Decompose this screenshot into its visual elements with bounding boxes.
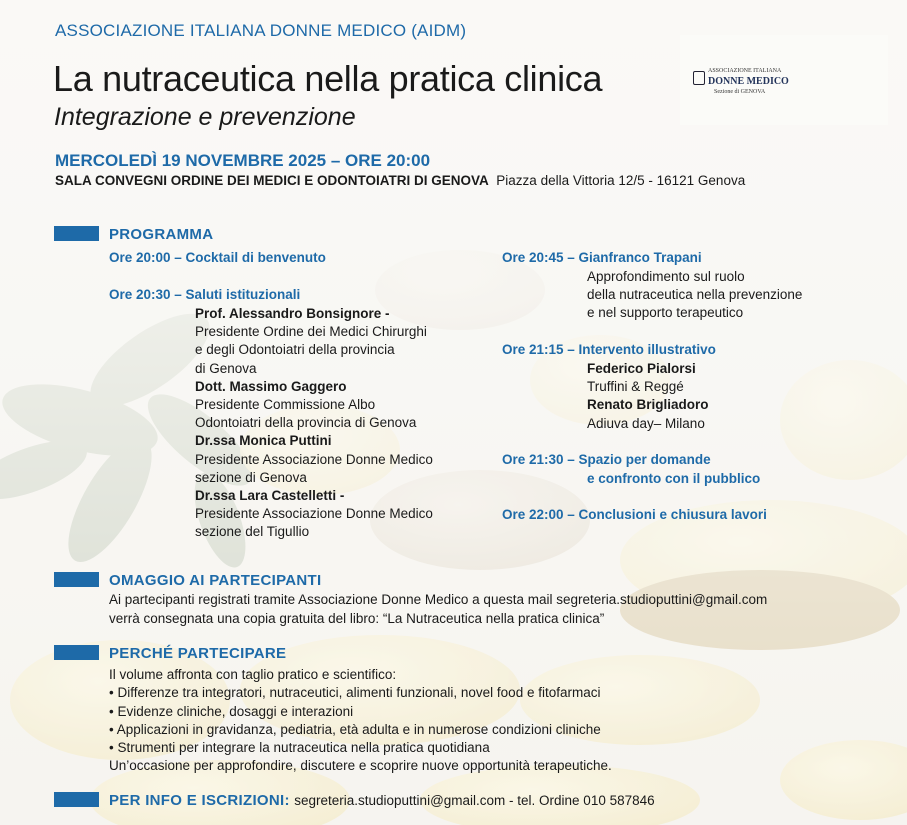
info-line: [109, 792, 655, 810]
venue-name: SALA CONVEGNI ORDINE DEI MEDICI E ODONTOIATRI DI GENOVA: [55, 173, 489, 188]
speaker-role: Presidente Commissione Albo: [195, 397, 376, 413]
bullet-item: • Evidenze cliniche, dosaggi e interazioni: [109, 703, 354, 719]
bullet-item: • Differenze tra integratori, nutraceutici, alimenti funzionali, novel food e fitofarmaci: [109, 685, 601, 701]
section-marker: [54, 226, 99, 241]
speaker-role: di Genova: [195, 360, 257, 376]
program-item-2045: Ore 20:45 – Gianfranco Trapani: [502, 250, 702, 265]
logo-line-3: Sezione di GENOVA: [714, 89, 766, 95]
perche-content: [109, 666, 612, 776]
perche-heading: PERCHÉ PARTECIPARE: [109, 645, 287, 662]
aidm-genova-logo: [680, 35, 888, 125]
organization-name: ASSOCIAZIONE ITALIANA DONNE MEDICO (AIDM): [55, 21, 467, 40]
speaker-name: Dr.ssa Lara Castelletti -: [195, 488, 345, 504]
section-marker: [54, 645, 99, 660]
program-item-2130-cont: e confronto con il pubblico: [587, 471, 761, 486]
description-line: e nel supporto terapeutico: [587, 305, 744, 321]
speaker-name: Dr.ssa Monica Puttini: [195, 433, 332, 449]
speaker-name: Renato Brigliadoro: [587, 397, 709, 413]
event-date-time: MERCOLEDÌ 19 NOVEMBRE 2025 – ORE 20:00: [55, 151, 431, 170]
perche-intro: Il volume affronta con taglio pratico e scientifico:: [109, 667, 397, 682]
speaker-role: Presidente Ordine dei Medici Chirurghi: [195, 324, 427, 340]
speaker-role: e degli Odontoiatri della provincia: [195, 342, 395, 358]
omaggio-line-1: Ai partecipanti registrati tramite Associazione Donne Medico a questa mail segreteria.studioputtini@gmail.com: [109, 592, 768, 607]
section-marker: [54, 572, 99, 587]
venue-address: Piazza della Vittoria 12/5 - 16121 Genova: [496, 173, 746, 188]
programma-heading: PROGRAMMA: [109, 226, 214, 243]
speaker-role: Odontoiatri della provincia di Genova: [195, 415, 417, 431]
speaker-role: Presidente Associazione Donne Medico: [195, 506, 433, 522]
bullet-item: • Strumenti per integrare la nutraceutica nella pratica quotidiana: [109, 740, 490, 756]
speaker-name: Dott. Massimo Gaggero: [195, 378, 347, 394]
speaker-role: sezione di Genova: [195, 469, 307, 485]
omaggio-heading: OMAGGIO AI PARTECIPANTI: [109, 572, 322, 589]
program-item-2045-desc: [587, 268, 802, 323]
logo-line-1: ASSOCIAZIONE ITALIANA: [708, 68, 782, 74]
page-title: La nutraceutica nella pratica clinica: [53, 58, 603, 99]
program-item-2030: Ore 20:30 – Saluti istituzionali: [109, 287, 301, 302]
speaker-role: Truffini & Reggé: [587, 379, 684, 395]
bullet-item: • Applicazioni in gravidanza, pediatria, età adulta e in numerose condizioni cliniche: [109, 721, 601, 737]
info-heading: PER INFO E ISCRIZIONI:: [109, 792, 290, 809]
program-item-2130: Ore 21:30 – Spazio per domande: [502, 452, 711, 467]
event-venue: [55, 173, 745, 188]
section-marker: [54, 792, 99, 807]
program-item-2115: Ore 21:15 – Intervento illustrativo: [502, 342, 716, 357]
perche-closing: Un’occasione per approfondire, discutere e scoprire nuove opportunità terapeutiche.: [109, 758, 612, 774]
speaker-name: Prof. Alessandro Bonsignore -: [195, 306, 390, 321]
description-line: della nutraceutica nella prevenzione: [587, 287, 803, 303]
info-contact: segreteria.studioputtini@gmail.com - tel. Ordine 010 587846: [294, 793, 655, 808]
speaker-name: Federico Pialorsi: [587, 361, 696, 376]
program-item-2000: Ore 20:00 – Cocktail di benvenuto: [109, 250, 326, 265]
speaker-role: sezione del Tigullio: [195, 524, 310, 540]
logo-emblem-icon: [693, 71, 705, 85]
speaker-role: Presidente Associazione Donne Medico: [195, 451, 433, 467]
speaker-role: Adiuva day– Milano: [587, 415, 705, 431]
description-line: Approfondimento sul ruolo: [587, 269, 745, 284]
page-subtitle: Integrazione e prevenzione: [54, 103, 356, 131]
program-speakers-list: [195, 305, 495, 542]
omaggio-line-2: verrà consegnata una copia gratuita del libro: “La Nutraceutica nella pratica clinica”: [109, 611, 605, 626]
program-item-2200: Ore 22:00 – Conclusioni e chiusura lavori: [502, 507, 767, 522]
logo-line-2: DONNE MEDICO: [708, 76, 789, 87]
program-item-2115-desc: [587, 360, 709, 433]
